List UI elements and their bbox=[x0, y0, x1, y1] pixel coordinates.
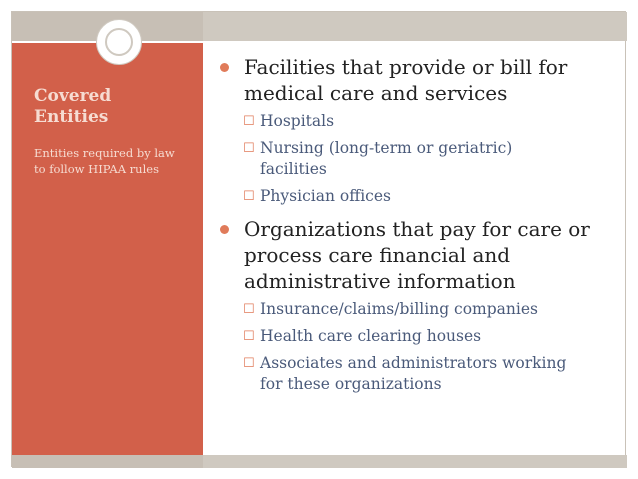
sub-item-text: Insurance/claims/billing companies bbox=[260, 300, 538, 318]
sub-item-text: Physician offices bbox=[260, 187, 391, 205]
circle-bullet-icon bbox=[220, 63, 229, 72]
checkbox-bullet-icon: ☐ bbox=[243, 189, 255, 204]
sub-item-physician-offices bbox=[211, 186, 621, 207]
sub-item-text: Nursing (long-term or geriatric) bbox=[260, 139, 513, 157]
list-item-text: medical care and services bbox=[244, 81, 508, 105]
sub-item-text: Health care clearing houses bbox=[260, 327, 482, 345]
sub-item-hospitals bbox=[211, 111, 621, 132]
bottom-band-left bbox=[12, 455, 203, 468]
slide-frame bbox=[11, 11, 626, 467]
sub-item-text: Associates and administrators working bbox=[260, 354, 567, 372]
checkbox-bullet-icon: ☐ bbox=[243, 114, 255, 129]
sidebar-subtitle-line: to follow HIPAA rules bbox=[34, 162, 159, 176]
sidebar-title-line: Covered bbox=[34, 86, 112, 106]
sub-item-insurance bbox=[211, 299, 621, 320]
sub-item-text: Hospitals bbox=[260, 112, 335, 130]
sub-item-text: facilities bbox=[260, 160, 327, 178]
sidebar-subtitle-line: Entities required by law bbox=[34, 146, 175, 160]
list-item-facilities bbox=[211, 54, 621, 106]
list-item-text: administrative information bbox=[244, 269, 516, 293]
content-list bbox=[211, 54, 621, 401]
sub-item-text: for these organizations bbox=[260, 375, 442, 393]
checkbox-bullet-icon: ☐ bbox=[243, 302, 255, 317]
list-item-text: Facilities that provide or bill for bbox=[244, 55, 568, 79]
sidebar-title bbox=[34, 86, 194, 128]
checkbox-bullet-icon: ☐ bbox=[243, 329, 255, 344]
sub-item-associates bbox=[211, 353, 621, 395]
checkbox-bullet-icon: ☐ bbox=[243, 141, 255, 156]
sub-item-clearing-houses bbox=[211, 326, 621, 347]
list-item-organizations bbox=[211, 216, 621, 294]
decorative-circle-icon bbox=[96, 19, 142, 65]
sub-item-nursing bbox=[211, 138, 621, 180]
checkbox-bullet-icon: ☐ bbox=[243, 356, 255, 371]
circle-bullet-icon bbox=[220, 225, 229, 234]
list-item-text: Organizations that pay for care or bbox=[244, 217, 590, 241]
list-item-text: process care financial and bbox=[244, 243, 511, 267]
decorative-circle-inner bbox=[105, 28, 133, 56]
sidebar-title-line: Entities bbox=[34, 107, 109, 127]
sidebar-subtitle bbox=[34, 145, 199, 177]
